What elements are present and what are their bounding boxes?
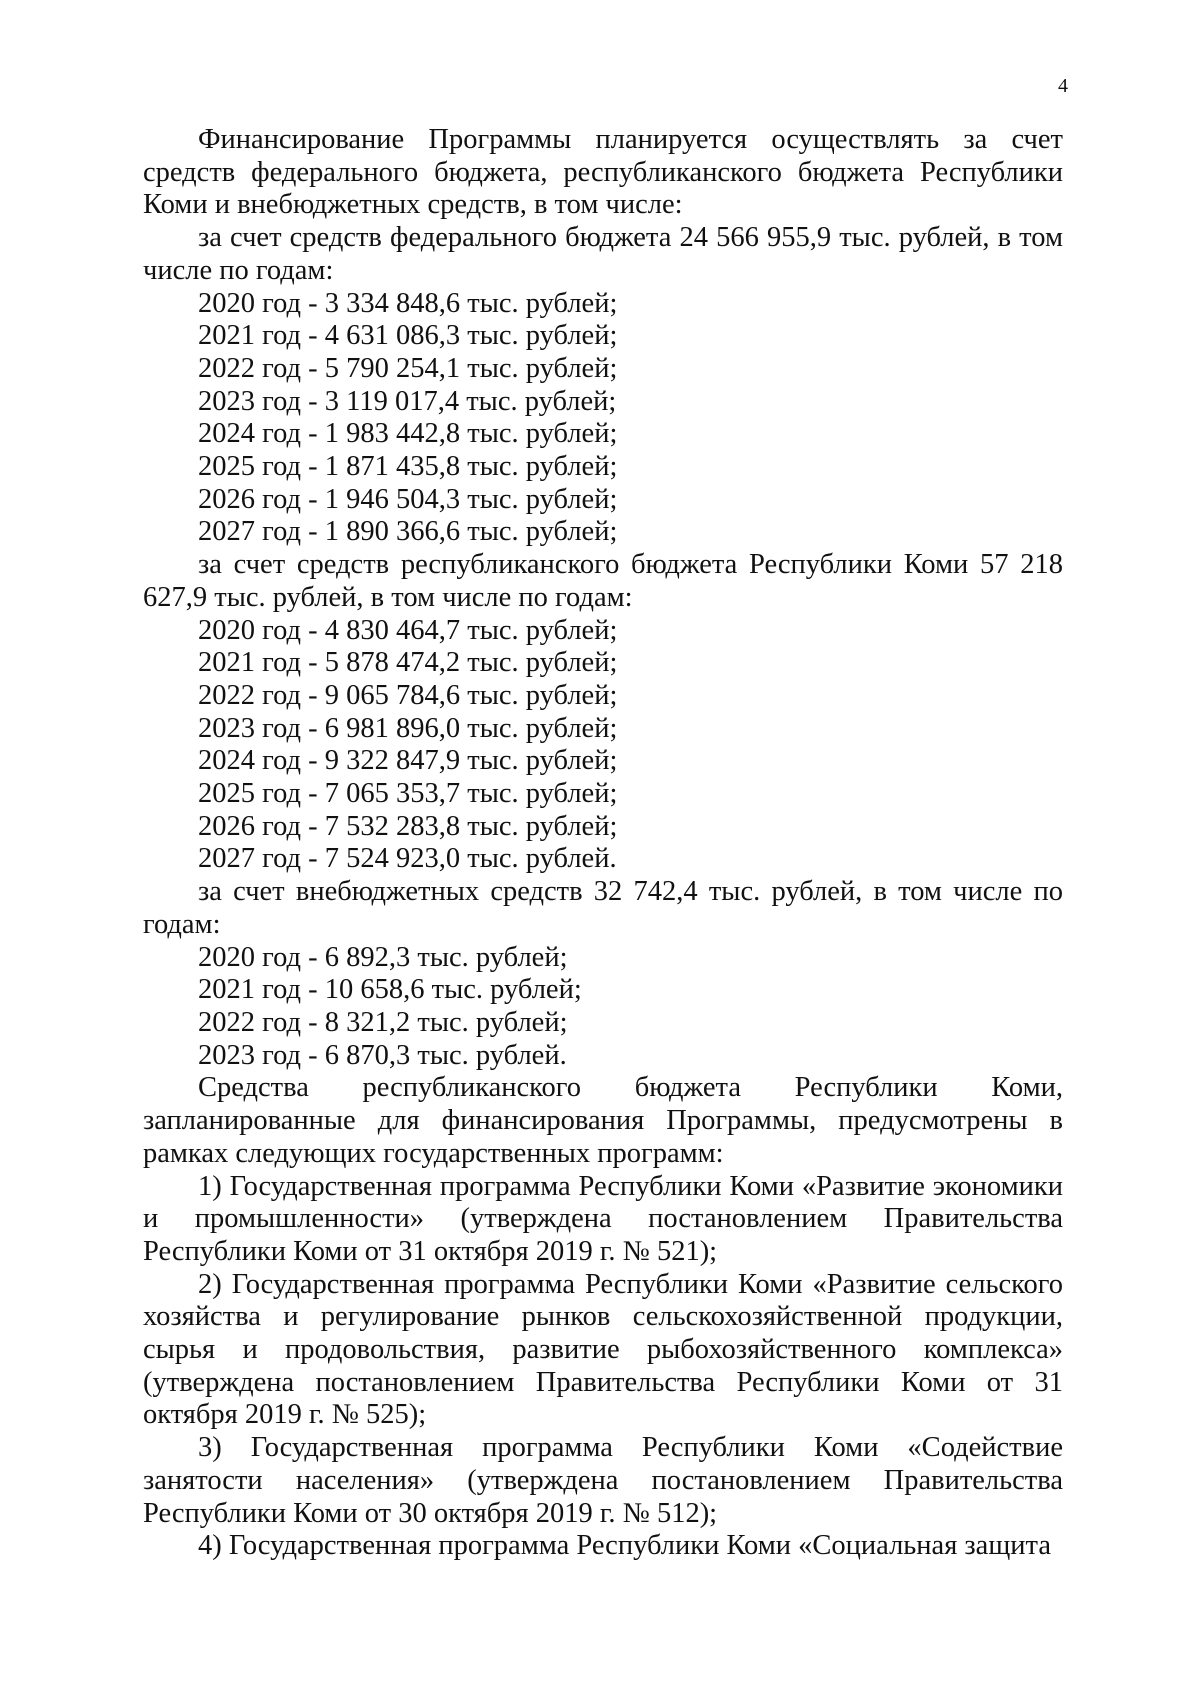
year-item: 2023 год - 6 981 896,0 тыс. рублей; (198, 712, 618, 744)
year-item: 2024 год - 1 983 442,8 тыс. рублей; (198, 418, 618, 450)
year-item: 2020 год - 4 830 464,7 тыс. рублей; (198, 614, 618, 646)
year-item: 2022 год - 9 065 784,6 тыс. рублей; (198, 679, 618, 711)
year-item: 2024 год - 9 322 847,9 тыс. рублей; (198, 745, 618, 777)
year-item: 2021 год - 5 878 474,2 тыс. рублей; (198, 647, 618, 679)
year-item: 2021 год - 10 658,6 тыс. рублей; (198, 974, 582, 1006)
year-item: 2027 год - 1 890 366,6 тыс. рублей; (198, 516, 618, 548)
year-item: 2027 год - 7 524 923,0 тыс. рублей. (198, 843, 617, 875)
page-number: 4 (1058, 75, 1068, 97)
year-item: 2026 год - 1 946 504,3 тыс. рублей; (198, 483, 618, 515)
intro-paragraph: Финансирование Программы планируется осуществлять за счет средств федерального бюджета, республиканского бюджета Республики Коми и внебюджетных средств, в том числе: (143, 124, 1063, 221)
program-item: 1) Государственная программа Республики Коми «Развитие экономики и промышленности» (утверждена постановлением Правительства Республики Коми от 31 октября 2019 г. № 521); (143, 1170, 1063, 1267)
year-item: 2021 год - 4 631 086,3 тыс. рублей; (198, 320, 618, 352)
program-item: 2) Государственная программа Республики Коми «Развитие сельского хозяйства и регулирование рынков сельскохозяйственной продукции, сырья и продовольствия, развитие рыбохозяйственного комплекса» (утверждена постановлением Правительства Республики Коми от 31 октября 2019 г. № 525); (143, 1268, 1063, 1431)
year-item: 2020 год - 6 892,3 тыс. рублей; (198, 941, 568, 973)
republican-budget-year-list (143, 615, 1063, 877)
republican-budget-heading: за счет средств республиканского бюджета Республики Коми 57 218 627,9 тыс. рублей, в том числе по годам: (143, 549, 1063, 613)
year-item: 2026 год - 7 532 283,8 тыс. рублей; (198, 810, 618, 842)
programs-intro-paragraph: Средства республиканского бюджета Республики Коми, запланированные для финансирования Программы, предусмотрены в рамках следующих государственных программ: (143, 1072, 1063, 1169)
program-item: 3) Государственная программа Республики Коми «Содействие занятости населения» (утверждена постановлением Правительства Республики Коми от 30 октября 2019 г. № 512); (143, 1432, 1063, 1529)
extrabudgetary-heading: за счет внебюджетных средств 32 742,4 тыс. рублей, в том числе по годам: (143, 876, 1063, 940)
year-item: 2020 год - 3 334 848,6 тыс. рублей; (198, 287, 618, 319)
year-item: 2022 год - 8 321,2 тыс. рублей; (198, 1006, 568, 1038)
federal-budget-heading: за счет средств федерального бюджета 24 566 955,9 тыс. рублей, в том числе по годам: (143, 222, 1063, 286)
year-item: 2022 год - 5 790 254,1 тыс. рублей; (198, 352, 618, 384)
year-item: 2025 год - 7 065 353,7 тыс. рублей; (198, 778, 618, 810)
year-item: 2023 год - 6 870,3 тыс. рублей. (198, 1039, 567, 1071)
extrabudgetary-year-list (143, 942, 1063, 1073)
federal-budget-year-list (143, 288, 1063, 550)
document-body (143, 124, 1063, 1563)
year-item: 2025 год - 1 871 435,8 тыс. рублей; (198, 451, 618, 483)
year-item: 2023 год - 3 119 017,4 тыс. рублей; (198, 385, 617, 417)
program-item: 4) Государственная программа Республики Коми «Социальная защита (198, 1530, 1051, 1562)
